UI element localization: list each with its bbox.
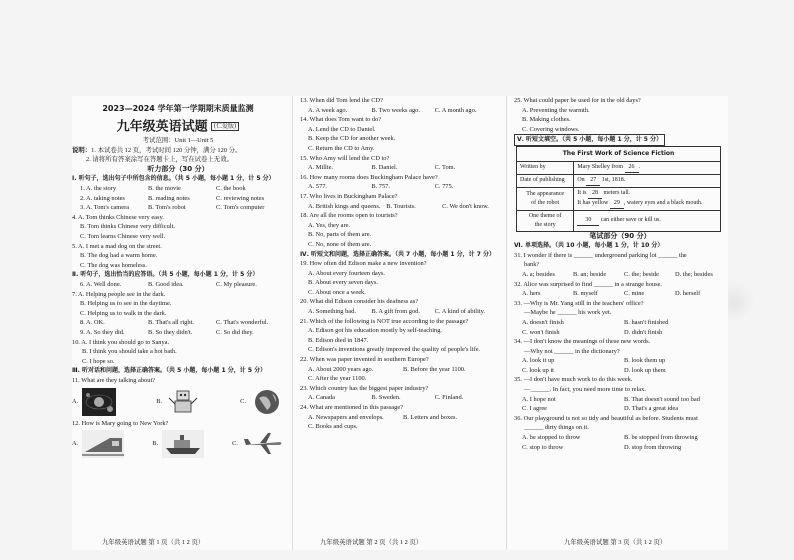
options: A. Newspapers and envelops. B. Letters and boxes. [308,413,458,421]
option-label: A. [72,397,79,405]
listening-part-heading: 听力部分（30 分） [147,164,209,173]
train-picture [82,430,124,458]
row-label: Written by [517,161,574,174]
airplane-picture [242,430,284,458]
question-21: 21. Which of the following is NOT true according to the passage? [300,317,469,325]
row-label: The appearance of the robot [517,187,574,210]
page-3-column [514,96,726,550]
fill-in-table [516,146,721,232]
solar-system-picture [82,388,116,416]
options: A. be stopped to throw B. be stopped from throwing [522,434,698,442]
row-content: Mary Shelley from 26 . [574,161,721,174]
question-18: 18. Are all the rooms open to tourists? [300,212,398,220]
options: A. look it up B. look them up [522,357,666,365]
table-title: The First Work of Science Fiction [517,146,721,161]
question-1: 1. A. the story B. the movie C. the book [80,185,246,193]
question-20: 20. What did Edison consider his deafness as? [300,298,419,306]
row-content: It is 28 meters tall. It has yellow 29 , watery eyes and a black mouth. [574,187,721,210]
options: A. doesn't finish B. hasn't finished [522,318,669,326]
options: A. Canada B. Sweden. C. Finland. [308,394,464,402]
question-25: 25. What could paper be used for in the old days? [514,97,641,104]
options: C. look up it D. look up them [522,366,666,374]
option-label: B. [152,440,159,448]
question-23: 23. Which country has the biggest paper industry? [300,384,429,392]
option-label: C. [232,440,238,448]
question-6: 6. A. Well done. B. Good idea. C. My pleasure. [80,281,257,288]
option: B. No, parts of them are. [308,231,372,239]
option-label: A. [72,440,79,448]
option: C. Return the CD to Amy. [308,144,375,152]
option-label: B. [156,397,163,405]
question-10: 10. A. I think you should go to Sanya. [72,338,170,346]
options: A. About 2000 years ago. B. Before the year 1100. [308,365,466,373]
question-36: 36. Our playground is not so tidy and beautiful as before. Students must [514,414,698,422]
question-4: 4. A. Tom thinks Chinese very easy. [72,213,164,221]
question-33: 33. —Why is Mr. Yang still in the teachers' office? [514,299,644,307]
question-13: 13. When did Tom lend the CD? [300,97,383,104]
options: A. A week ago. B. Two weeks ago. C. A month ago. [308,106,477,114]
options: A. I hope not B. That doesn't sound too bad [522,395,700,403]
answer-blank[interactable]: 28 [588,189,602,199]
option: C. I hope so. [82,357,115,365]
question-8: 8. A. OK. B. That's all right. C. That's wonderful. [80,319,269,327]
question-continuation: —______. In fact, you need more time to relax. [524,386,646,394]
column-divider [506,96,507,550]
question-continuation: bank? [524,261,540,269]
option: C. No, none of them are. [308,240,372,248]
page-footer: 九年级英语试题 第 2 页（共 1 2 页） [320,539,423,547]
option: B. I think you should take a hot bath. [82,348,177,356]
options: A. hers B. myself C. mine D. herself [522,290,701,298]
options: A. 577. B. 757. C. 775. [308,183,454,191]
picture-option [72,387,116,417]
section-heading: Ⅲ. 听对话和问题，选择正确答案。（共 5 小题，每小题 1 分，计 5 分） [72,367,267,375]
option-label: C. [240,397,246,405]
question-22: 22. When was paper invented in southern Europe? [300,356,429,364]
question-35: 35. —I don't have much work to do this week. [514,376,633,384]
option: C. Edison's inventions greatly improved the quality of people's life. [308,346,481,354]
option: B. Edison died in 1847. [308,336,369,344]
question-15: 15. Who Amy will lend the CD to? [300,154,390,162]
options: A. Millie. B. Daniel. C. Tom. [308,164,456,172]
section-heading: Ⅱ. 听句子，选出恰当的应答语。（共 5 小题，每小题 1 分，计 5 分） [72,271,259,279]
option: B. Helping us to see in the daytime. [80,300,172,308]
option: B. The dog had a warm home. [80,252,158,260]
question-continuation: ______ dirty things on it. [524,424,589,432]
option: B. About every seven days. [308,279,378,287]
question-24: 24. What are mentioned in this passage? [300,404,403,411]
option: C. About once a week. [308,288,366,296]
answer-blank[interactable]: 27 [586,176,600,186]
edition-badge: (仁爱版) [211,122,240,131]
page-footer: 九年级英语试题 第 1 页（共 1 2 页） [102,539,205,547]
option: C. Tom learns Chinese very well. [80,233,166,241]
exam-sheet [72,96,728,550]
question-12: 12. How is Mary going to New York? [72,419,169,427]
ship-picture [162,430,204,458]
picture-option [156,387,200,417]
question-continuation: —Maybe he ______ his work yet. [524,309,612,317]
options: A. a; besides B. an; beside C. the; beside D. the; besides [522,270,713,278]
options: A. British kings and queens. B. Tourists. C. We don't know. [308,202,489,210]
picture-option [232,429,284,459]
option: B. Keep the CD for another week. [308,135,396,143]
question-11: 11. What are they talking about? [72,376,156,384]
question-5: 5. A. I met a mad dog on the street. [72,242,162,250]
answer-blank[interactable]: 29 [610,199,624,209]
option: C. After the year 1100. [308,375,367,383]
question-2: 2. A. taking notes B. reading notes C. reviewing notes [80,194,265,202]
row-content: On 27 1st, 1818. [574,174,721,187]
options: C. won't finish D. didn't finish [522,328,663,336]
row-label: One theme of the story [517,210,574,231]
answer-blank[interactable]: 26 [625,163,639,173]
option: C. Helping us to walk in the dark. [80,309,167,317]
column-divider [292,96,293,550]
paper-title: 九年级英语试题 (仁爱版) [72,118,284,137]
option: A. Yes, they are. [308,221,351,229]
option: B. Tom thinks Chinese very difficult. [80,223,175,231]
option: A. Edison got his education mostly by self-teaching. [308,327,443,335]
section-heading: Ⅴ. 听短文填空。（共 5 小题，每小题 1 分，计 5 分） [514,134,726,146]
row-content: 30 can either save or kill us. [574,210,721,231]
notes: 说明：1. 本试卷共 12 页，考试时间 120 分钟，满分 120 分。 [72,146,242,154]
options: C. I agree D. That's a great idea [522,405,679,413]
answer-blank[interactable]: 30 [577,216,599,226]
question-continuation: —Why not ______ in the dictionary? [524,347,620,355]
question-3: 3. A. Tom's camera B. Tom's robot C. Tom's computer [80,204,265,212]
option: B. Making clothes. [522,116,571,124]
option: A. About every fourteen days. [308,269,386,277]
picture-option [152,429,204,459]
exam-title: 2023—2024 学年第一学期期末质量监测 [102,104,254,113]
page-1-column [72,96,284,550]
robot-picture [166,388,200,416]
question-31: 31. I wonder if there is ______ underground parking lot ______ the [514,251,687,259]
section-heading: Ⅳ. 听短文和问题，选择正确答案。（共 7 小题，每小题 1 分，计 7 分） [300,250,496,258]
option: C. The dog was homeless. [80,261,147,269]
options: C. stop to throw D. stop from throwing [522,443,682,451]
question-7: 7. A. Helping people see in the dark. [72,290,166,298]
options: A. Something bad. B. A gift from god. C. A kind of ability. [308,308,486,316]
picture-option [72,429,124,459]
written-part-heading: 笔试部分（90 分） [589,231,651,240]
question-19: 19. How often did Edison make a new invention? [300,260,427,268]
question-32: 32. Alice was surprised to find ______ in a strange house. [514,280,663,288]
picture-options-11 [72,387,284,417]
exam-scope: 考试范围：Unit 1—Unit 5 [142,137,214,145]
question-9: 9. A. So they did. B. So they didn't. C. So did they. [80,328,254,336]
section-heading: Ⅰ. 听句子，选出句子中所包含的信息。（共 5 小题，每小题 1 分，计 5 分） [72,175,275,183]
question-14: 14. What does Tom want to do? [300,116,382,124]
row-label: Date of publishing [517,174,574,187]
option: C. Covering windows. [522,125,580,133]
question-17: 17. Who lives in Buckingham Palace? [300,192,398,200]
option: C. Books and cups. [308,423,358,431]
page-2-column [300,96,498,550]
section-heading: Ⅵ. 单项选择。（共 10 小题，每小题 1 分，计 10 分） [514,242,664,250]
picture-options-12 [72,429,284,459]
option: A. Preventing the warmth. [522,106,590,114]
note-2: 2. 请将所有答案涂写在答题卡上，写在试卷上无效。 [86,156,233,164]
page-footer: 九年级英语试题 第 3 页（共 1 2 页） [564,539,667,547]
picture-option [240,387,284,417]
option: A. Lend the CD to Daniel. [308,125,376,133]
globe-picture [250,388,284,416]
question-16: 16. How many rooms does Buckingham Palace have? [300,173,438,181]
question-34: 34. —I don't know the meanings of these new words. [514,338,651,346]
